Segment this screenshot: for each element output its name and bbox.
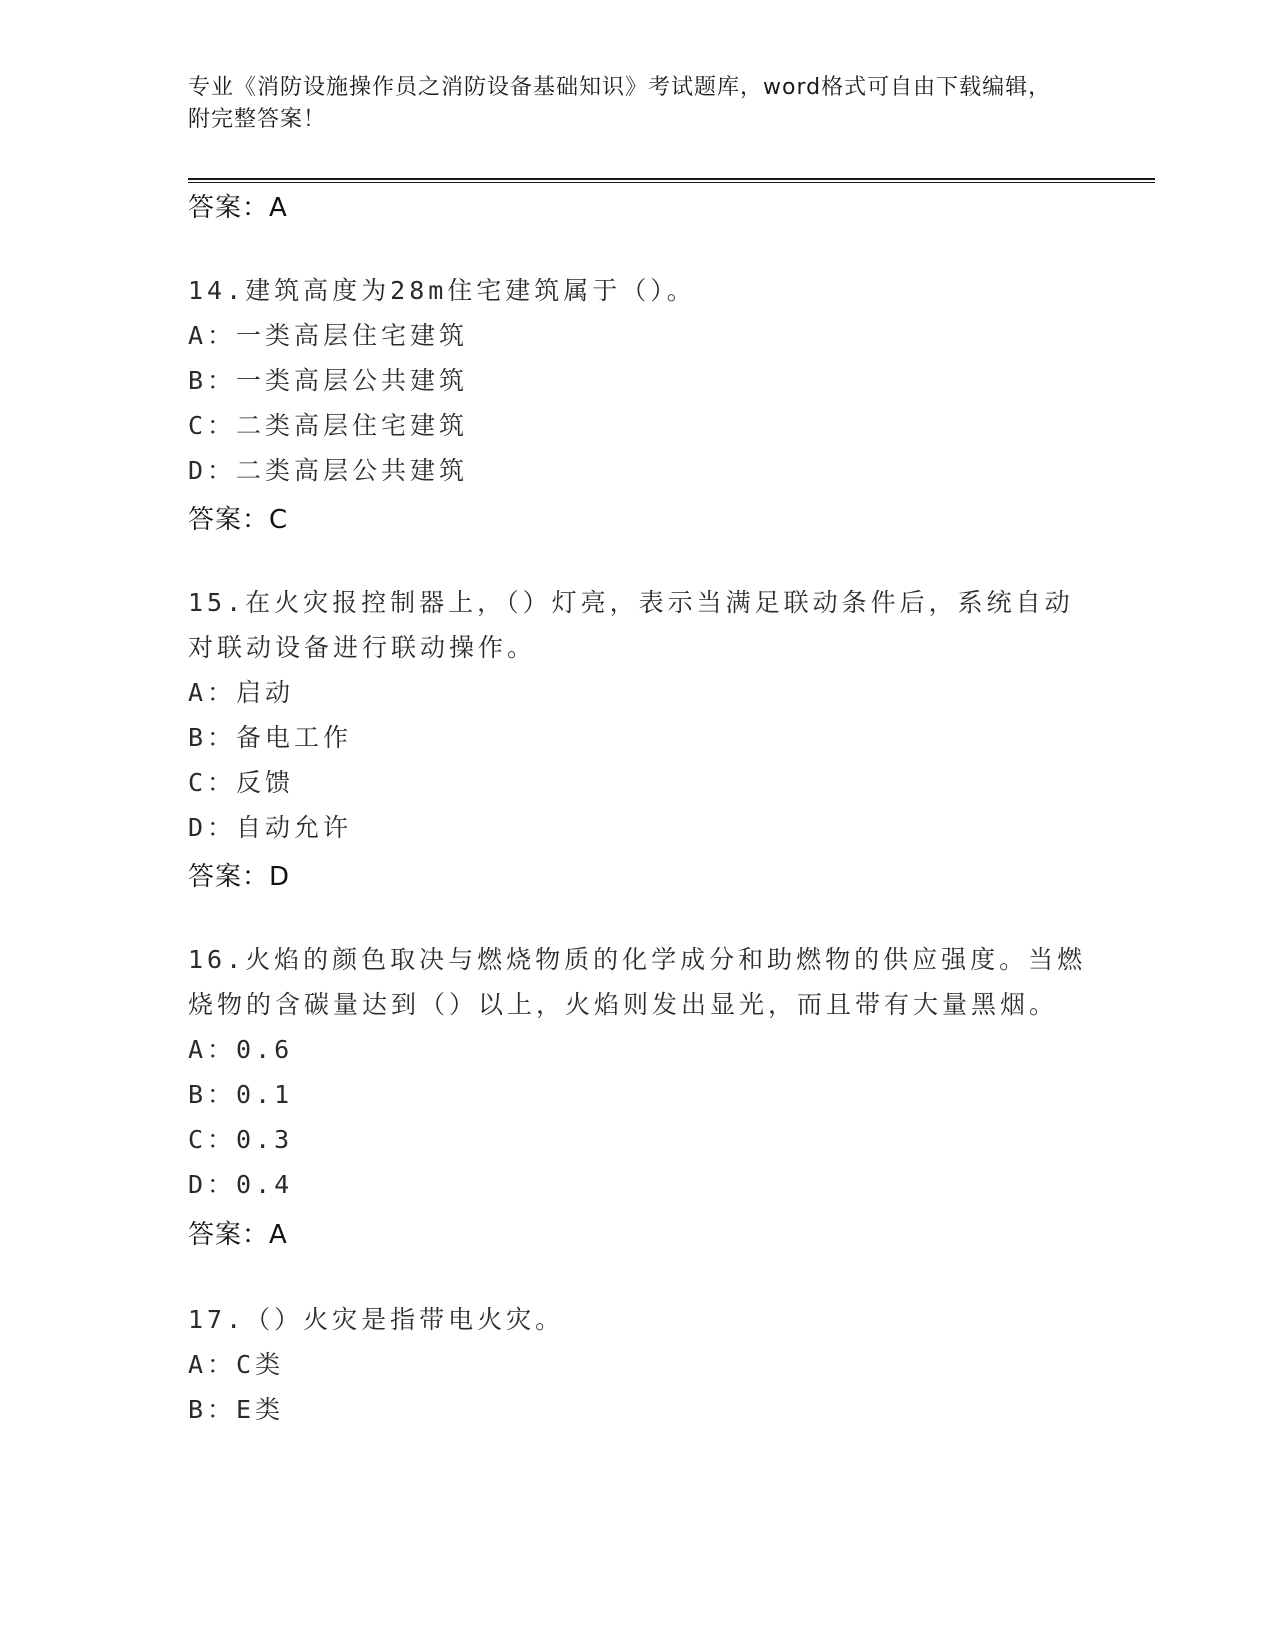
option-a: A：启动 bbox=[188, 678, 295, 707]
option-c: C：反馈 bbox=[188, 768, 295, 797]
page-header: 专业《消防设施操作员之消防设备基础知识》考试题库，word格式可自由下载编辑，附完整答案！ bbox=[188, 75, 1052, 132]
answer-15: 答案：D bbox=[188, 862, 291, 892]
option-d: D：自动允许 bbox=[188, 813, 353, 842]
answer-14: 答案：C bbox=[188, 505, 289, 535]
option-b: B：一类高层公共建筑 bbox=[188, 366, 469, 395]
option-b: B：备电工作 bbox=[188, 723, 353, 752]
answer-13: 答案：A bbox=[188, 193, 288, 223]
question-15 bbox=[188, 580, 1088, 850]
question-stem: 15.在火灾报控制器上，（）灯亮，表示当满足联动条件后，系统自动对联动设备进行联动操作。 bbox=[188, 588, 1074, 662]
answer-16: 答案：A bbox=[188, 1220, 288, 1250]
header-divider bbox=[188, 178, 1155, 180]
option-b: B：0.1 bbox=[188, 1080, 294, 1109]
option-a: A：一类高层住宅建筑 bbox=[188, 321, 469, 350]
question-stem: 17.（）火灾是指带电火灾。 bbox=[188, 1305, 565, 1334]
question-stem: 14.建筑高度为28m住宅建筑属于（）。 bbox=[188, 276, 696, 305]
question-17 bbox=[188, 1297, 1088, 1432]
option-d: D：0.4 bbox=[188, 1170, 294, 1199]
option-a: A：0.6 bbox=[188, 1035, 294, 1064]
option-a: A：C类 bbox=[188, 1350, 285, 1379]
question-16 bbox=[188, 937, 1088, 1207]
option-d: D：二类高层公共建筑 bbox=[188, 456, 469, 485]
option-b: B：E类 bbox=[188, 1395, 285, 1424]
option-c: C：0.3 bbox=[188, 1125, 294, 1154]
question-stem: 16.火焰的颜色取决与燃烧物质的化学成分和助燃物的供应强度。当燃烧物的含碳量达到（）以上，火焰则发出显光，而且带有大量黑烟。 bbox=[188, 945, 1087, 1019]
question-14 bbox=[188, 268, 1088, 493]
option-c: C：二类高层住宅建筑 bbox=[188, 411, 469, 440]
header-divider-thin bbox=[188, 182, 1155, 183]
